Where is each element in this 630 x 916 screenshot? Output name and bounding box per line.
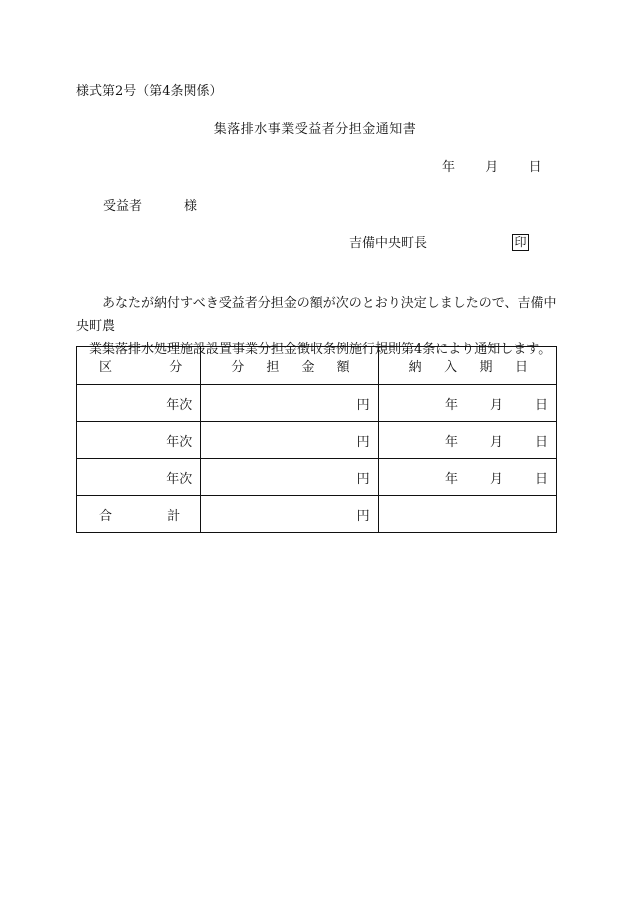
notice-body-line-1: あなたが納付すべき受益者分担金の額が次のとおり決定しましたので、吉備中央町農 — [76, 296, 557, 334]
row-amount-yen: 円 — [201, 459, 378, 496]
row-amount-yen: 円 — [201, 385, 378, 422]
row-due-date: 年 月 日 — [378, 385, 556, 422]
date-year-unit: 年 — [442, 160, 456, 175]
total-label: 合 計 — [77, 496, 201, 533]
total-due-date-empty — [378, 496, 556, 533]
total-amount-yen: 円 — [201, 496, 378, 533]
table-row — [77, 459, 557, 496]
recipient-label: 受益者 — [103, 199, 143, 214]
date-month-unit: 月 — [485, 160, 499, 175]
notice-body-line-2: 業集落排水処理施設設置事業分担金徴収条例施行規則第4条により通知します。 — [89, 342, 552, 357]
header-amount: 分 担 金 額 — [201, 347, 378, 385]
row-category: 年次 — [77, 385, 201, 422]
form-number: 様式第2号（第4条関係） — [76, 84, 223, 99]
row-due-date: 年 月 日 — [378, 422, 556, 459]
assessment-table — [76, 346, 557, 533]
row-category: 年次 — [77, 459, 201, 496]
row-due-date: 年 月 日 — [378, 459, 556, 496]
row-category: 年次 — [77, 422, 201, 459]
date-line — [442, 161, 542, 174]
seal-mark: 印 — [512, 234, 529, 251]
row-amount-yen: 円 — [201, 422, 378, 459]
table-total-row — [77, 496, 557, 533]
recipient-line — [103, 200, 197, 213]
table-row — [77, 385, 557, 422]
document-title: 集落排水事業受益者分担金通知書 — [213, 122, 417, 137]
table-header-row — [77, 347, 557, 385]
date-day-unit: 日 — [528, 160, 542, 175]
issuer-name: 吉備中央町長 — [349, 236, 428, 251]
table-row — [77, 422, 557, 459]
recipient-honorific: 様 — [184, 199, 198, 214]
header-due-date: 納 入 期 日 — [378, 347, 556, 385]
header-category: 区 分 — [77, 347, 201, 385]
